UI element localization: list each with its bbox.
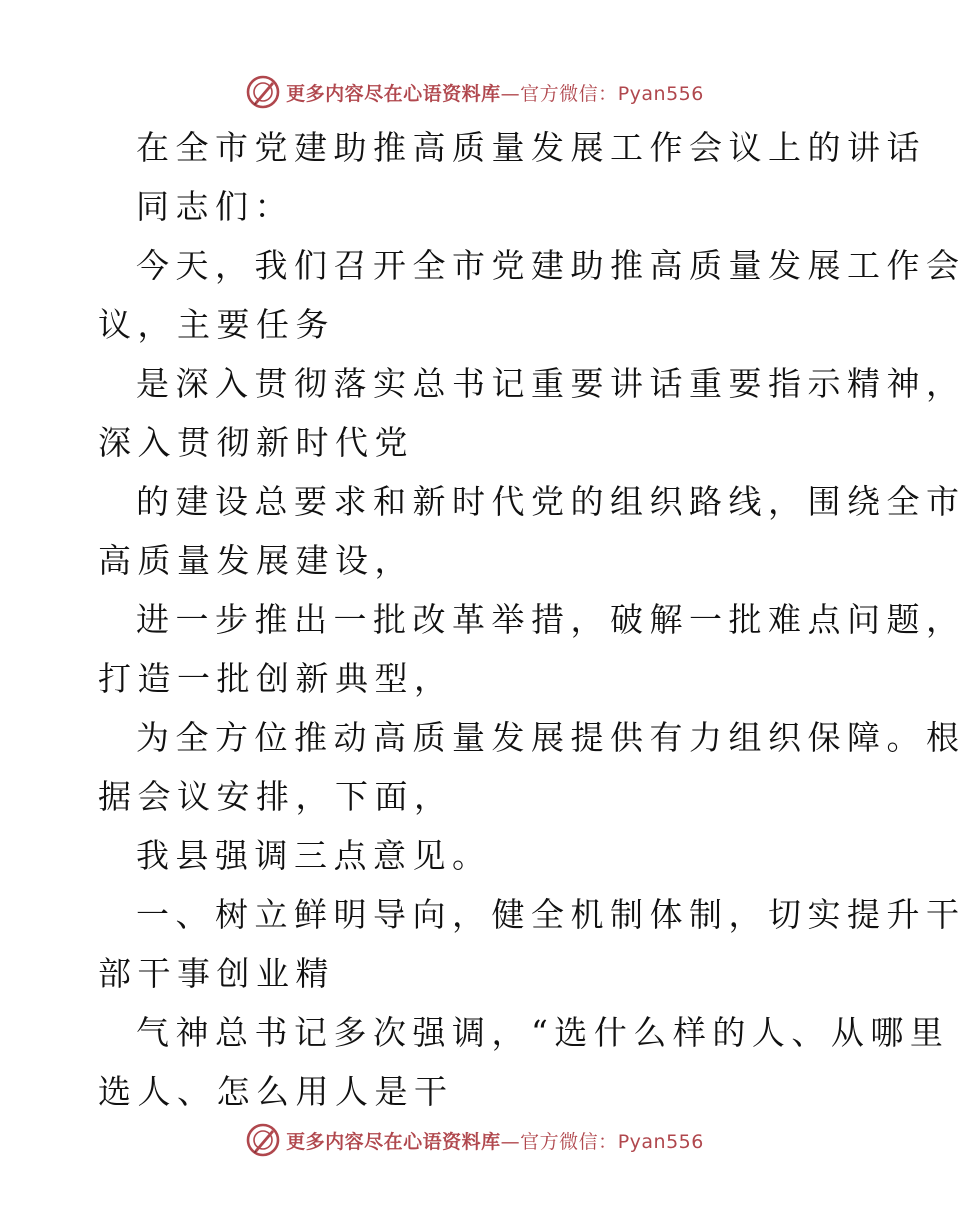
pen-logo-icon: [246, 1123, 280, 1157]
text-line: 部干事创业精: [98, 954, 335, 993]
salutation: 同志们：: [136, 187, 294, 226]
text-line: 今天，我们召开全市党建助推高质量发展工作会: [136, 246, 966, 285]
document-title: 在全市党建助推高质量发展工作会议上的讲话: [136, 128, 926, 167]
text-line: 高质量发展建设，: [98, 541, 414, 580]
text-line: 据会议安排，下面，: [98, 777, 454, 816]
section-heading: 一、树立鲜明导向，健全机制体制，切实提升干: [136, 895, 966, 934]
text-line: 为全方位推动高质量发展提供有力组织保障。根: [136, 718, 966, 757]
text-line: 气神总书记多次强调，“选什么样的人、从哪里: [136, 1013, 950, 1052]
header-watermark-banner: [0, 70, 950, 114]
watermark-text: 更多内容尽在心语资料库—官方微信：Pyan556: [286, 82, 704, 105]
text-line: 进一步推出一批改革举措，破解一批难点问题，: [136, 600, 966, 639]
text-line: 的建设总要求和新时代党的组织路线，围绕全市: [136, 482, 966, 521]
pen-logo-icon: [246, 75, 280, 109]
text-line: 打造一批创新典型，: [98, 659, 454, 698]
text-line: 我县强调三点意见。: [136, 836, 492, 875]
document-body: [98, 118, 966, 1121]
watermark-text: 更多内容尽在心语资料库—官方微信：Pyan556: [286, 1130, 704, 1153]
footer-watermark-banner: [0, 1118, 950, 1162]
text-line: 是深入贯彻落实总书记重要讲话重要指示精神，: [136, 364, 966, 403]
text-line: 议，主要任务: [98, 305, 335, 344]
text-line: 深入贯彻新时代党: [98, 423, 414, 462]
text-line: 选人、怎么用人是干: [98, 1072, 454, 1111]
